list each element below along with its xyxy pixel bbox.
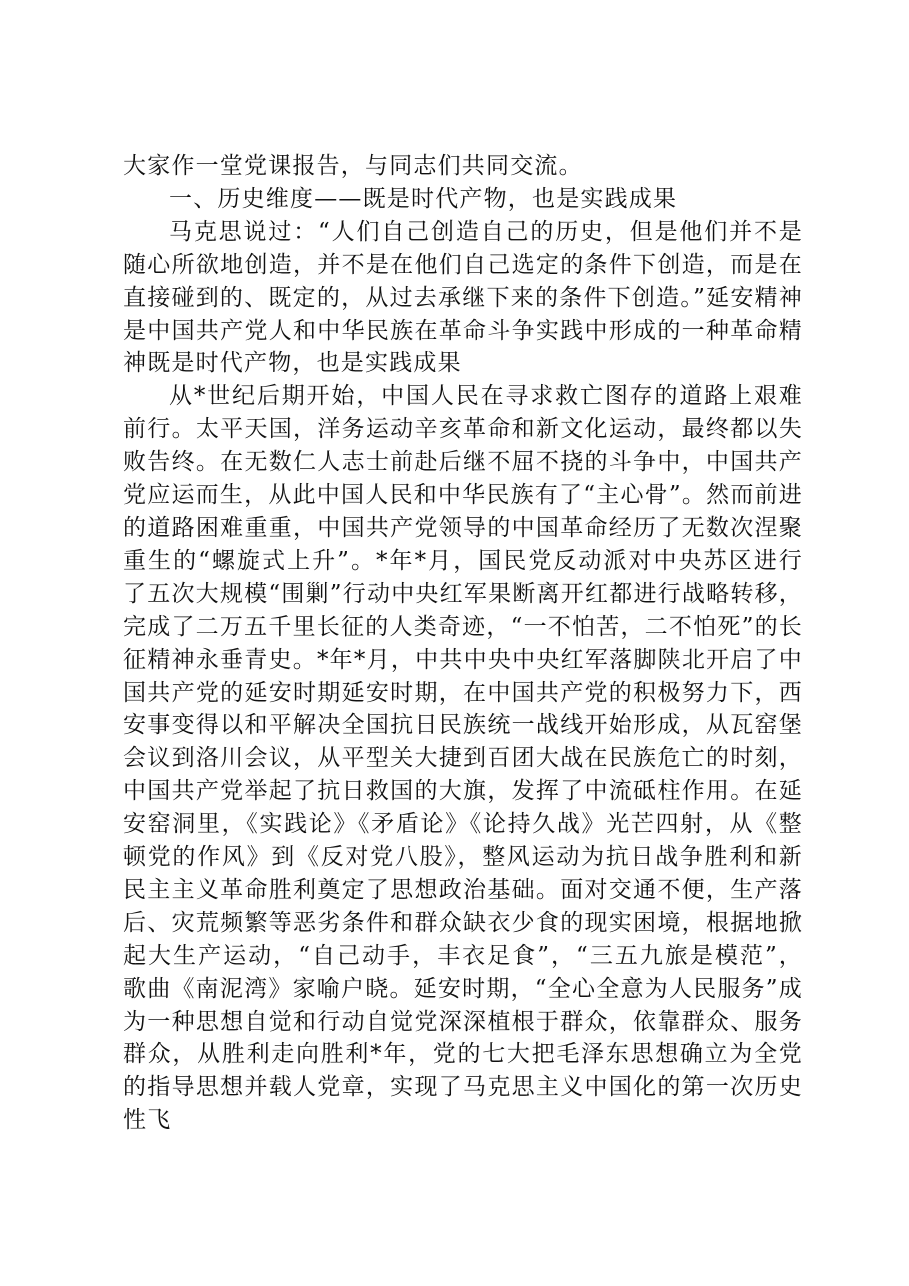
paragraph-history: 从*世纪后期开始，中国人民在寻求救亡图存的道路上艰难前行。太平天国，洋务运动辛亥革命和新文化运动，最终都以失败告终。在无数仁人志士前赴后继不屈不挠的斗争中，中国共产党应运而生，从此中国人民和中华民族有了“主心骨”。然而前进的道路困难重重，中国共产党领导的中国革命经历了无数次涅聚重生的“螺旋式上升”。*年*月，国民党反动派对中央苏区进行了五次大规模“围剿”行动中央红军果断离开红都进行战略转移，完成了二万五千里长征的人类奇迹，“一不怕苦，二不怕死”的长征精神永垂青史。*年*月，中共中央中央红军落脚陕北开启了中国共产党的延安时期延安时期，在中国共产党的积极努力下，西安事变得以和平解决全国抗日民族统一战线开始形成，从瓦窑堡会议到洛川会议，从平型关大捷到百团大战在民族危亡的时刻，中国共产党举起了抗日救国的大旗，发挥了中流砥柱作用。在延安窑洞里，《实践论》《矛盾论》《论持久战》光芒四射，从《整顿党的作风》到《反对党八股》，整风运动为抗日战争胜利和新民主主义革命胜利奠定了思想政治基础。面对交通不便，生产落后、灾荒频繁等恶劣条件和群众缺衣少食的现实困境，根据地掀起大生产运动，“自己动手，丰衣足食”，“三五九旅是模范”，歌曲《南泥湾》家喻户晓。延安时期，“全心全意为人民服务”成为一种思想自觉和行动自觉党深深植根于群众，依靠群众、服务群众，从胜利走向胜利*年，党的七大把毛泽东思想确立为全党的指导思想并载人党章，实现了马克思主义中国化的第一次历史性飞 xyxy=(123,383,803,1134)
body-text xyxy=(123,150,803,1137)
paragraph-marx-quote: 马克思说过：“人们自己创造自己的历史，但是他们并不是随心所欲地创造，并不是在他们自己选定的条件下创造，而是在直接碰到的、既定的，从过去承继下来的条件下创造。”延安精神是中国共产党人和中华民族在革命斗争实践中形成的一种革命精神既是时代产物，也是实践成果 xyxy=(123,218,803,377)
paragraph-continuation: 大家作一堂党课报告，与同志们共同交流。 xyxy=(123,153,583,179)
section-heading: 一、历史维度——既是时代产物，也是实践成果 xyxy=(169,185,678,212)
